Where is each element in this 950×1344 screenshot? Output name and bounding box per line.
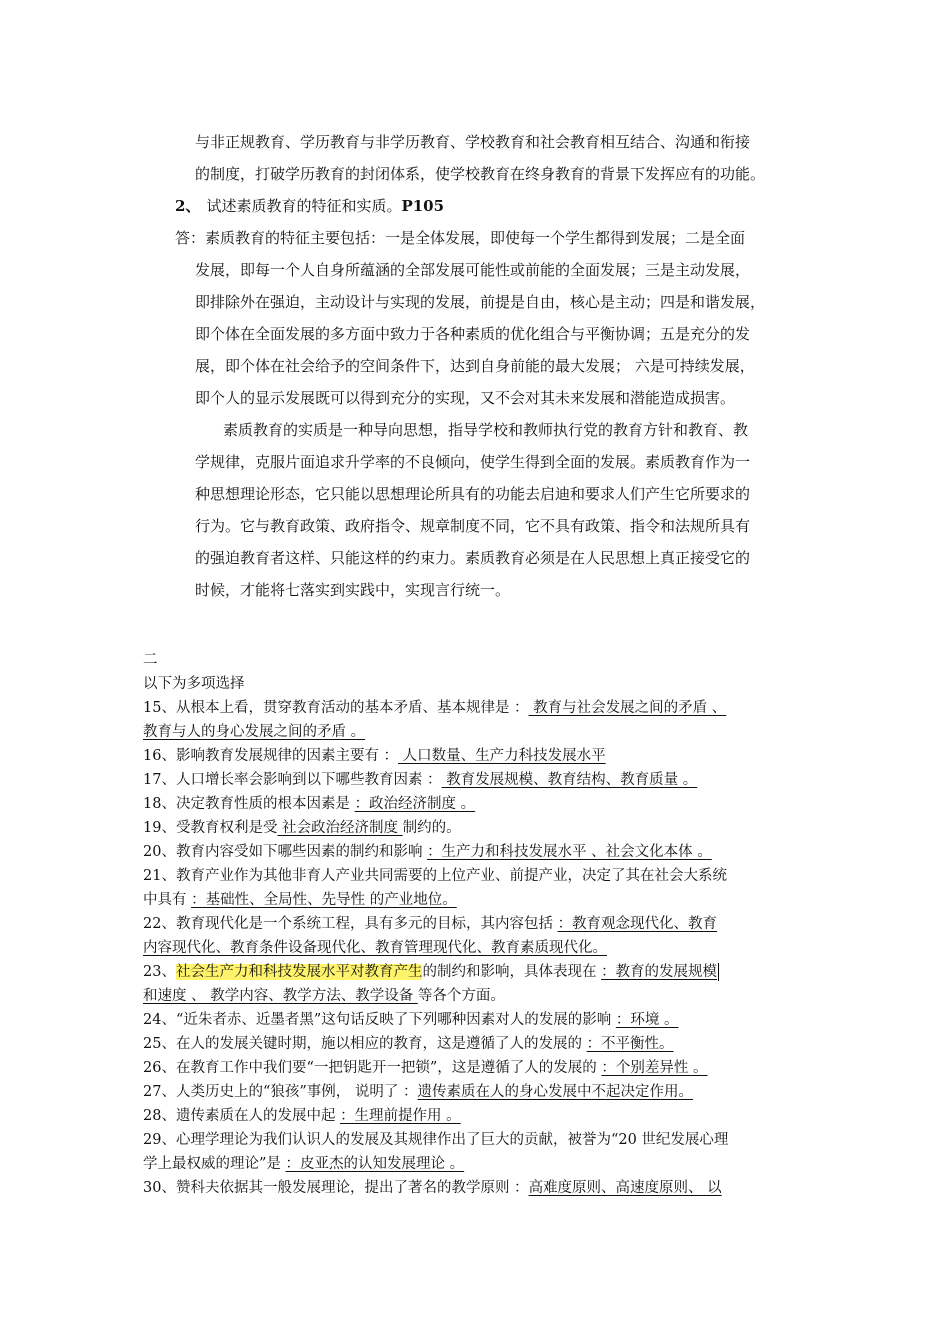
list-item-19 [143,816,815,840]
essence-line: 种思想理论形态，它只能以思想理论所具有的功能去启迪和要求人们产生它所要求的 [195,485,751,503]
question-number: 2、 [175,197,201,215]
item-text: 20、教育内容受如下哪些因素的制约和影响 [143,844,428,860]
item-answer: ：政治经济制度 。 [354,796,476,812]
item-text: 中具有 [143,892,192,908]
item-text: 等各个方面。 [417,988,505,1004]
item-text: 制约的。 [402,820,461,836]
item-answer: ：生产力和科技发展水平 、社会文化本体 。 [427,844,712,860]
answer-line: 即个人的显示发展既可以得到充分的实现，又不会对其未来发展和潜能造成损害。 [195,389,736,407]
essence-line: 时候，才能将七落实到实践中，实现言行统一。 [195,581,511,599]
item-text: 15、从根本上看，贯穿教育活动的基本矛盾、基本规律是 ： [143,700,529,716]
item-answer: 社会政治经济制度 [277,820,403,836]
item-answer: 高难度原则、高速度原则、 以 [528,1180,722,1196]
list-item-29-cont [143,1152,815,1176]
answer-line: 展，即个体在社会给予的空间条件下，达到自身前能的最大发展； 六是可持续发展， [195,357,755,375]
item-answer: 遗传素质在人的身心发展中不起决定作用。 [417,1084,693,1100]
list-item-15-cont [143,720,815,744]
list-item-27 [143,1080,815,1104]
item-text: 的制约和影响，具体表现在 [422,964,602,980]
item-answer: ：生理前提作用 。 [340,1108,461,1124]
item-text: 22、教育现代化是一个系统工程，具有多元的目标，其内容包括 [143,916,558,932]
continuation-line-2: 的制度，打破学历教育的封闭体系，使学校教育在终身教育的背景下发挥应有的功能。 [195,165,766,183]
answer-line: 即个体在全面发展的多方面中致力于各种素质的优化组合与平衡协调；五是充分的发 [195,325,751,343]
list-item-23-cont [143,984,815,1008]
item-text: 学上最权威的理论”是 [143,1156,286,1172]
answer-label: 答： [175,229,206,247]
list-item-30 [143,1176,815,1200]
item-text: 29、心理学理论为我们认识人的发展及其规律作出了巨大的贡献，被誉为“20 世纪发展心理 [143,1132,729,1148]
item-text: 25、在人的发展关键时期，施以相应的教育，这是遵循了人的发展的 [143,1036,587,1052]
page-reference: P105 [401,197,445,215]
item-answer: 教育与社会发展之间的矛盾 、 [528,700,727,716]
essence-first-line: 素质教育的实质是一种导向思想，指导学校和教师执行党的教育方针和教育、教 [223,421,749,439]
item-text: 18、决定教育性质的根本因素是 [143,796,355,812]
list-item-23 [143,960,815,984]
list-item-22-cont [143,936,815,960]
list-item-15 [143,696,815,720]
item-text: 19、受教育权利是受 [143,820,278,836]
item-answer: ：基础性、全局性、先导性 的产业地位。 [191,892,457,908]
list-item-22 [143,912,815,936]
section-number: 二 [143,652,158,668]
answer-first-line [175,222,815,254]
item-answer: ：皮亚杰的认知发展理论 。 [285,1156,465,1172]
list-item-29 [143,1128,815,1152]
item-text: 23、 [143,964,176,980]
essence-line: 行为。它与教育政策、政府指令、规章制度不同，它不具有政策、指令和法规所具有 [195,517,751,535]
item-text: 17、人口增长率会影响到以下哪些教育因素 ： [143,772,442,788]
item-text: 24、“近朱者赤、近墨者黑”这句话反映了下列哪种因素对人的发展的影响 [143,1012,616,1028]
continuation-line-1: 与非正规教育、学历教育与非学历教育、学校教育和社会教育相互结合、沟通和衔接 [195,133,751,151]
list-item-21 [143,864,815,888]
item-answer: ：个别差异性 。 [601,1060,708,1076]
item-answer: 和速度 、 教学内容、教学方法、教学设备 [143,988,418,1004]
item-answer: 人口数量、生产力科技发展水平 [398,748,606,764]
item-text: 16、影响教育发展规律的因素主要有 ： [143,748,399,764]
section-intro: 以下为多项选择 [143,676,245,692]
answer-text: 素质教育的特征主要包括：一是全体发展，即使每一个学生都得到发展；二是全面 [205,229,746,247]
question-2-heading [175,190,815,222]
essence-line: 的强迫教育者这样、只能这样的约束力。素质教育必须是在人民思想上真正接受它的 [195,549,751,567]
list-item-16 [143,744,815,768]
list-item-21-cont [143,888,815,912]
item-answer: ：教育的发展规模 [601,964,718,980]
list-item-28 [143,1104,815,1128]
item-text: 27、人类历史上的“狼孩”事例， 说明了 ： [143,1084,418,1100]
essay-section [175,126,815,606]
answer-line: 即排除外在强迫，主动设计与实现的发展，前提是自由，核心是主动；四是和谐发展， [195,293,766,311]
item-text: 28、遗传素质在人的发展中起 [143,1108,341,1124]
list-item-25 [143,1032,815,1056]
list-item-18 [143,792,815,816]
item-answer: ：教育观念现代化、教育 [557,916,718,932]
list-item-24 [143,1008,815,1032]
item-text: 21、教育产业作为其他非育人产业共同需要的上位产业、前提产业，决定了其在社会大系统 [143,868,727,884]
answer-line: 发展，即每一个人自身所蕴涵的全部发展可能性或前能的全面发展；三是主动发展， [195,261,751,279]
item-answer: ：环境 。 [615,1012,679,1028]
item-answer: 教育发展规模、教育结构、教育质量 。 [441,772,698,788]
item-answer: 教育与人的身心发展之间的矛盾 。 [143,724,366,740]
item-text: 30、赞科夫依据其一般发展理论，提出了著名的教学原则 ： [143,1180,529,1196]
item-answer: 内容现代化、教育条件设备现代化、教育管理现代化、教育素质现代化。 [143,940,607,956]
list-item-17 [143,768,815,792]
item-text: 26、在教育工作中我们要“一把钥匙开一把锁”，这是遵循了人的发展的 [143,1060,602,1076]
multiple-choice-section [143,648,815,1200]
question-text: 试述素质教育的特征和实质。 [206,197,402,215]
list-item-26 [143,1056,815,1080]
text-cursor [718,963,719,981]
essence-line: 学规律，克服片面追求升学率的不良倾向，使学生得到全面的发展。素质教育作为一 [195,453,751,471]
item-answer: ：不平衡性。 [586,1036,674,1052]
list-item-20 [143,840,815,864]
highlighted-text: 社会生产力和科技发展水平对教育产生 [175,964,423,980]
